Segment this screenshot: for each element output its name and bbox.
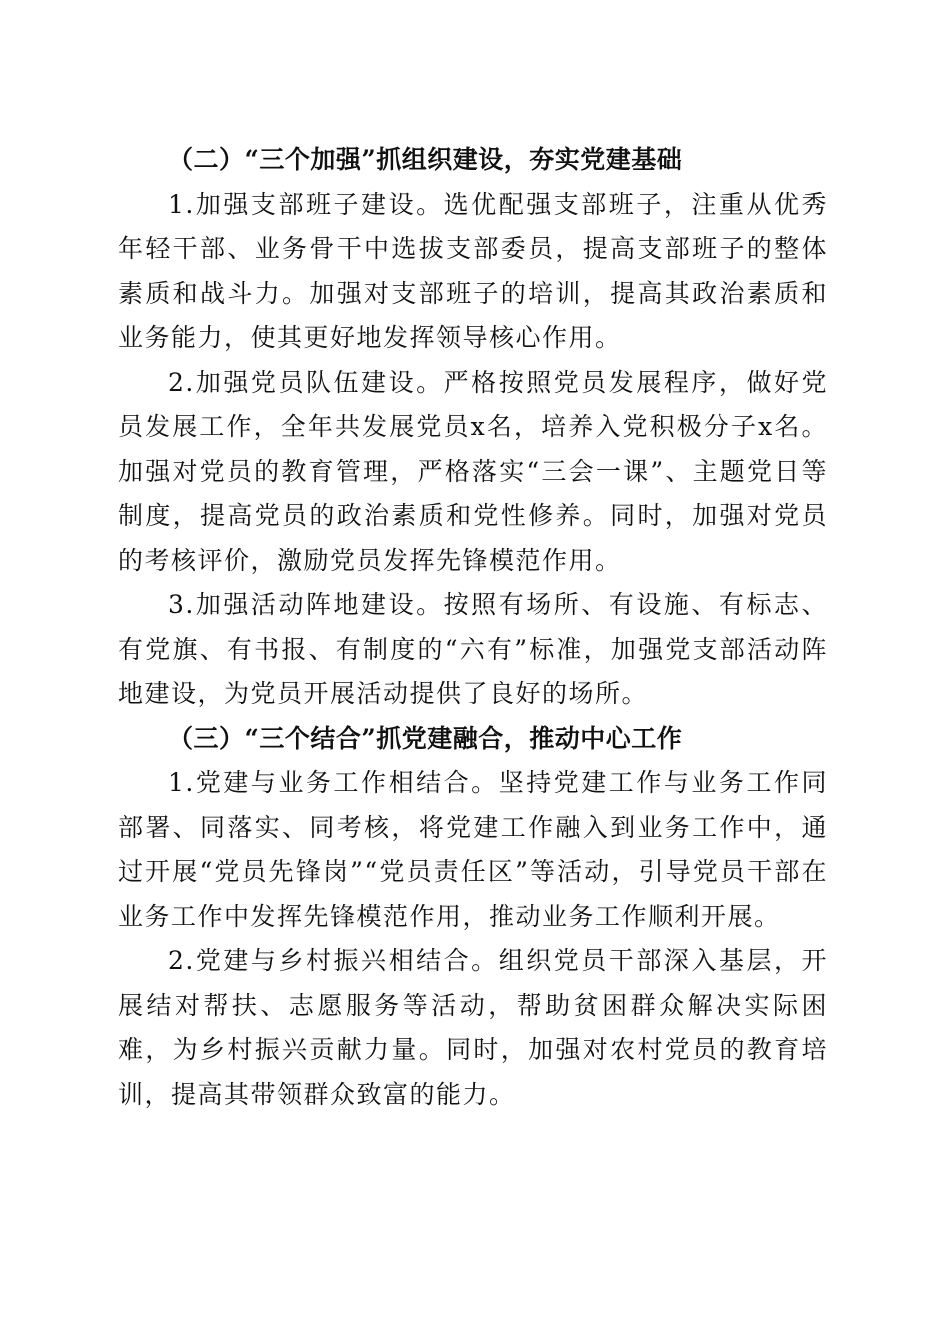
paragraph-branch-team-building: 1.加强支部班子建设。选优配强支部班子，注重从优秀年轻干部、业务骨干中选拔支部委员，提高支部班子的整体素质和战斗力。加强对支部班子的培训，提高其政治素质和业务能力，使其更好地发挥领导核心作用。: [118, 189, 828, 352]
paragraph-party-business-integration: 1.党建与业务工作相结合。坚持党建工作与业务工作同部署、同落实、同考核，将党建工作融入到业务工作中，通过开展“党员先锋岗”“党员责任区”等活动，引导党员干部在业务工作中发挥先锋模范作用，推动业务工作顺利开展。: [118, 768, 828, 931]
paragraph-party-rural-revitalization: 2.党建与乡村振兴相结合。组织党员干部深入基层，开展结对帮扶、志愿服务等活动，帮助贫困群众解决实际困难，为乡村振兴贡献力量。同时，加强对农村党员的教育培训，提高其带领群众致富的能力。: [118, 946, 828, 1109]
document-body: [118, 138, 828, 1117]
paragraph-activity-venue-building: 3.加强活动阵地建设。按照有场所、有设施、有标志、有党旗、有书报、有制度的“六有”标准，加强党支部活动阵地建设，为党员开展活动提供了良好的场所。: [118, 590, 828, 708]
paragraph-member-team-building: 2.加强党员队伍建设。严格按照党员发展程序，做好党员发展工作，全年共发展党员x名，培养入党积极分子x名。加强对党员的教育管理，严格落实“三会一课”、主题党日等制度，提高党员的政治素质和党性修养。同时，加强对党员的考核评价，激励党员发挥先锋模范作用。: [118, 367, 828, 575]
section-heading-two: （二）“三个加强”抓组织建设，夯实党建基础: [168, 145, 683, 174]
section-heading-three: （三）“三个结合”抓党建融合，推动中心工作: [168, 723, 683, 753]
